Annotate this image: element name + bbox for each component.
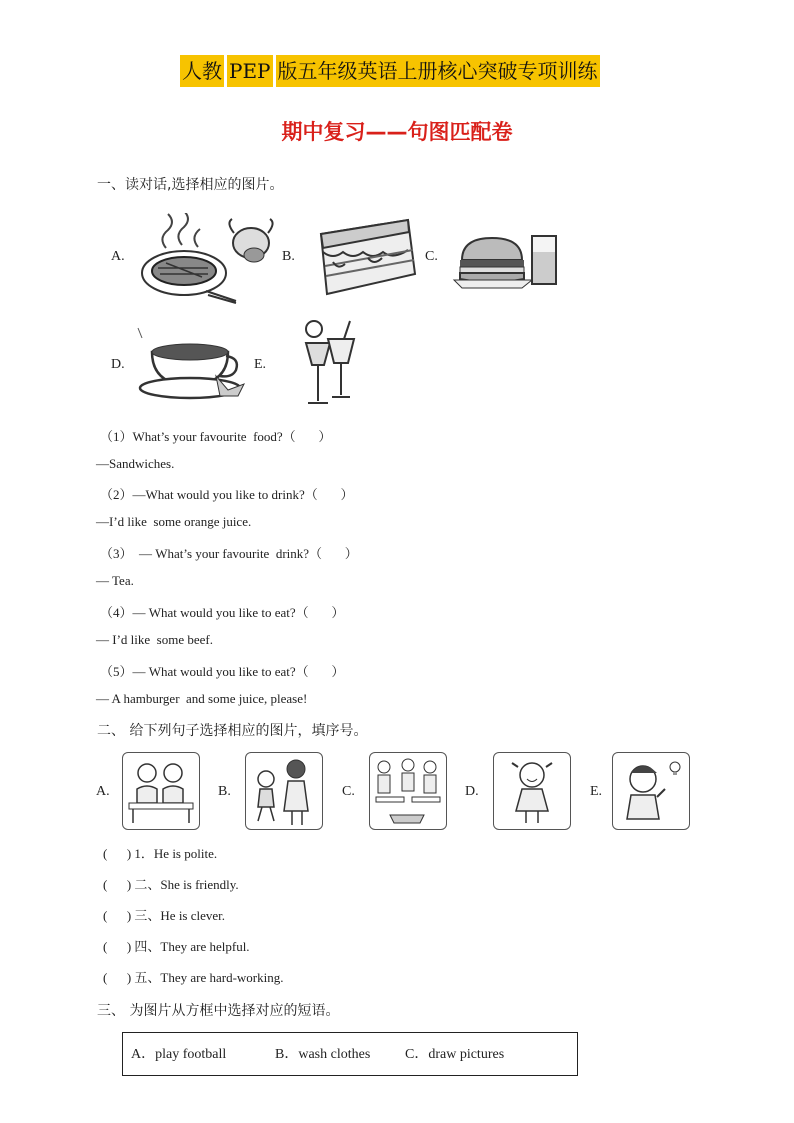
section2-title: 二、 给下列句子选择相应的图片，填序号。 (97, 723, 368, 739)
section1-title: 一、读对话,选择相应的图片。 (97, 177, 284, 193)
s1-line-5: （3） — What’s your favourite drink?（ ） (100, 546, 358, 561)
s2-label-d: D. (465, 784, 479, 799)
section3-title: 三、 为图片从方框中选择对应的短语。 (97, 1003, 340, 1019)
banner-part-2: PEP (227, 55, 273, 87)
beef-steak-icon (136, 213, 276, 305)
juice-glasses-icon (300, 317, 360, 407)
smiling-girl-icon (494, 753, 570, 829)
tea-cup-icon (136, 322, 246, 402)
image-label-a: A. (111, 249, 125, 264)
s2-item-1: ( ) 1．He is polite. (103, 846, 218, 861)
clever-boy-idea-icon (613, 753, 689, 829)
s1-line-8: — I’d like some beef. (96, 632, 213, 647)
s2-item-4: ( ) 四、They are helpful. (103, 939, 250, 954)
image-label-c: C. (425, 249, 438, 264)
s1-line-4: —I’d like some orange juice. (96, 514, 252, 529)
image-label-b: B. (282, 249, 295, 264)
sandwich-icon (313, 214, 423, 300)
title-banner (180, 55, 600, 87)
s1-line-10: — A hamburger and some juice, please! (96, 691, 308, 706)
s2-item-2: ( ) 二、She is friendly. (103, 877, 239, 892)
banner-part-1: 人教 (180, 55, 224, 87)
phrase-option-c: C．draw pictures (405, 1047, 505, 1062)
phrase-option-a: A．play football (131, 1047, 227, 1062)
s2-image-frame-a (122, 752, 200, 830)
students-cleaning-classroom-icon (370, 753, 446, 829)
s2-image-frame-b (245, 752, 323, 830)
s1-line-7: （4）— What would you like to eat?（ ） (100, 605, 345, 620)
s2-label-a: A. (96, 784, 110, 799)
hamburger-juice-icon (452, 230, 562, 290)
s2-label-e: E. (590, 784, 603, 799)
s2-image-frame-e (612, 752, 690, 830)
phrase-option-b: B．wash clothes (275, 1047, 371, 1062)
s1-line-6: — Tea. (96, 573, 134, 588)
s1-line-3: （2）—What would you like to drink?（ ） (100, 487, 354, 502)
s2-image-frame-c (369, 752, 447, 830)
two-students-reading-icon (123, 753, 199, 829)
s2-item-5: ( ) 五、They are hard-working. (103, 970, 284, 985)
s2-item-3: ( ) 三、He is clever. (103, 908, 226, 923)
s2-label-c: C. (342, 784, 355, 799)
page-subtitle: 期中复习——句图匹配卷 (281, 120, 513, 144)
boy-helping-woman-icon (246, 753, 322, 829)
s1-line-9: （5）— What would you like to eat?（ ） (100, 664, 345, 679)
s2-label-b: B. (218, 784, 231, 799)
phrase-options-box (122, 1032, 578, 1076)
banner-part-3: 版五年级英语上册核心突破专项训练 (276, 55, 600, 87)
s1-line-2: —Sandwiches. (96, 456, 175, 471)
s2-image-frame-d (493, 752, 571, 830)
image-label-d: D. (111, 357, 125, 372)
s1-line-1: （1）What’s your favourite food?（ ） (100, 429, 332, 444)
image-label-e: E. (254, 357, 267, 372)
